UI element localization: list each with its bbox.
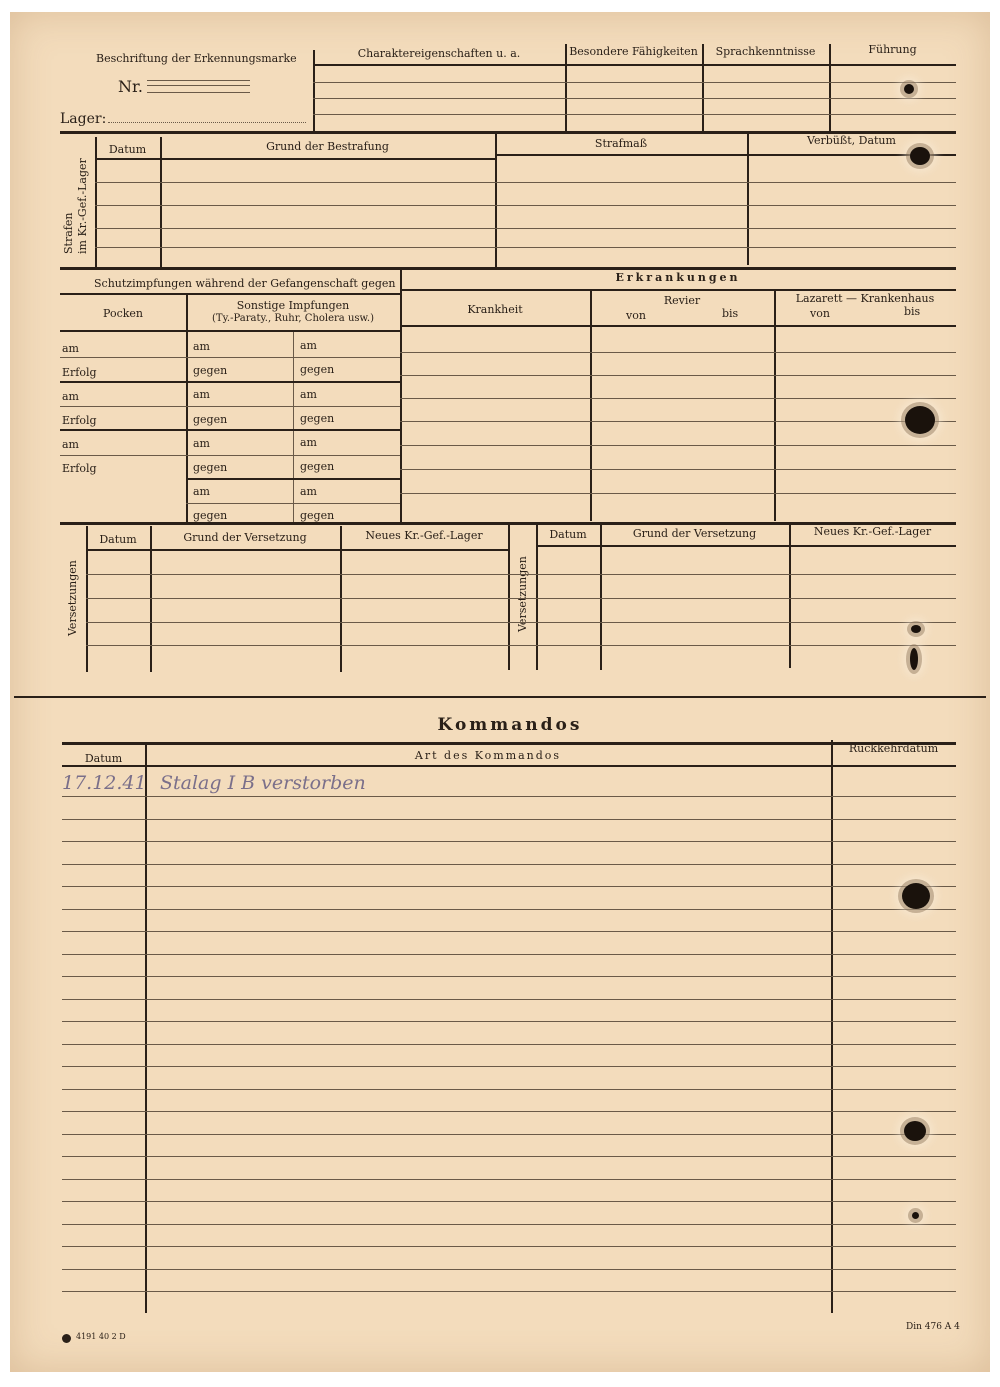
col-divider: [186, 293, 188, 524]
revier-bis: bis: [722, 307, 739, 320]
row-line: [400, 375, 956, 376]
vers-header-grund-left: Grund der Versetzung: [183, 531, 307, 544]
lazarett-von: von: [810, 307, 830, 320]
col-divider: [789, 522, 791, 668]
impf-right-label: am: [300, 485, 317, 498]
ruled-line: [62, 841, 956, 842]
col-divider: [340, 526, 342, 672]
row-line: [400, 421, 956, 422]
col-divider: [590, 289, 592, 521]
vers-header-datum-right: Datum: [549, 528, 587, 541]
ruled-line: [62, 954, 956, 955]
row-line: [400, 493, 956, 494]
revier-von: von: [626, 309, 646, 322]
header-faehigkeiten: Besondere Fähigkeiten: [569, 45, 698, 58]
ruled-line: [62, 1111, 956, 1112]
strafen-header-datum: Datum: [108, 143, 147, 156]
col-divider: [508, 524, 510, 670]
impf-right-label: am: [300, 339, 317, 352]
versetzungen-side-label-left: Versetzungen: [66, 560, 79, 636]
row-line: [95, 182, 956, 183]
col-divider: [150, 526, 152, 672]
kommandos-header-datum: Datum: [84, 752, 123, 765]
row-line: [95, 247, 956, 248]
punch-hole: [902, 883, 930, 909]
col-divider: [831, 740, 833, 1313]
impf-row-label: am: [62, 390, 79, 403]
impf-row-label: am: [62, 438, 79, 451]
col-divider: [95, 137, 97, 269]
punch-hole: [904, 84, 914, 94]
nr-label: Nr.: [118, 77, 143, 96]
ruled-line: [62, 1291, 956, 1292]
tag-label: Beschriftung der Erkennungsmarke: [96, 52, 297, 65]
impf-row-label: Erfolg: [62, 366, 97, 379]
ruled-line: [62, 864, 956, 865]
impf-mid-label: gegen: [193, 413, 228, 426]
row-line: [186, 503, 400, 504]
top-divider: [313, 50, 315, 132]
vers-header-lager-left: Neues Kr.-Gef.-Lager: [365, 529, 483, 542]
header-rule: [60, 293, 400, 295]
row-line: [60, 357, 400, 358]
strafen-side-label: Strafen: [62, 212, 75, 254]
printer-mark-icon: [62, 1334, 71, 1343]
vers-header-grund-right: Grund der Versetzung: [632, 527, 757, 540]
entry-text-handwritten: Stalag I B verstorben: [160, 772, 366, 794]
header-sprachen: Sprachkenntnisse: [715, 45, 816, 58]
row-line: [95, 228, 956, 229]
row-line: [313, 82, 956, 83]
header-revier: Revier: [663, 294, 701, 307]
lager-label: Lager:: [60, 111, 107, 127]
impf-mid-label: am: [193, 437, 210, 450]
strafen-header-strafmass: Strafmaß: [594, 137, 648, 150]
header-krankheit: Krankheit: [467, 303, 523, 316]
header-charakter: Charaktereigenschaften u. a.: [357, 47, 521, 60]
header-lazarett: Lazarett — Krankenhaus: [795, 292, 935, 305]
vers-header-lager-right: Neues Kr.-Gef.-Lager: [813, 525, 932, 538]
impfungen-title: Schutzimpfungen während der Gefangenschaft gegen: [94, 277, 396, 290]
footer-left-code: 4191 40 2 D: [76, 1332, 126, 1341]
punch-hole: [905, 406, 935, 434]
row-line: [400, 445, 956, 446]
footer-right-code: Din 476 A 4: [906, 1322, 960, 1332]
punch-hole: [910, 648, 918, 670]
header-fuehrung: Führung: [868, 43, 917, 56]
punch-hole: [911, 625, 921, 633]
impf-mid-label: gegen: [193, 461, 228, 474]
ruled-line: [62, 796, 956, 797]
col-divider: [774, 289, 776, 521]
impf-mid-label: am: [193, 485, 210, 498]
row-line: [86, 598, 956, 599]
ruled-line: [62, 819, 956, 820]
ruled-line: [62, 1044, 956, 1045]
ruled-line: [62, 931, 956, 932]
header-rule: [495, 154, 956, 156]
ruled-line: [62, 1269, 956, 1270]
strafen-side-label-2: im Kr.-Gef.-Lager: [76, 158, 89, 254]
header-rule: [62, 765, 956, 767]
top-header-rule: [313, 64, 956, 66]
impf-mid-label: am: [193, 388, 210, 401]
kommandos-header-art: Art des Kommandos: [414, 749, 562, 762]
row-line: [86, 622, 956, 623]
ruled-line: [62, 1201, 956, 1202]
versetzungen-side-label-right: Versetzungen: [516, 556, 529, 632]
ruled-line: [62, 1224, 956, 1225]
header-rule: [86, 549, 508, 551]
ruled-line: [62, 1246, 956, 1247]
col-divider: [747, 132, 749, 265]
ruled-line: [62, 1179, 956, 1180]
header-rule: [400, 289, 956, 291]
impf-right-label: gegen: [300, 509, 335, 522]
impf-right-label: gegen: [300, 460, 335, 473]
row-line: [313, 98, 956, 99]
ruled-line: [62, 909, 956, 910]
row-line: [60, 406, 400, 407]
col-divider: [145, 743, 147, 1313]
impf-mid-label: gegen: [193, 364, 228, 377]
punch-hole: [912, 1212, 919, 1219]
ruled-line: [62, 1066, 956, 1067]
col-divider: [293, 330, 294, 524]
impf-right-label: gegen: [300, 412, 335, 425]
impf-row-label: am: [62, 342, 79, 355]
strafen-header-verbuesst: Verbüßt, Datum: [807, 134, 896, 147]
impf-mid-label: am: [193, 340, 210, 353]
row-line: [60, 429, 400, 431]
ruled-line: [62, 1134, 956, 1135]
row-line: [60, 455, 400, 456]
nr-field[interactable]: [147, 80, 250, 93]
row-line: [86, 645, 956, 646]
col-divider: [829, 44, 831, 132]
strafen-header-grund: Grund der Bestrafung: [266, 140, 389, 153]
row-line: [95, 205, 956, 206]
ruled-line: [62, 1021, 956, 1022]
row-line: [400, 398, 956, 399]
lager-field[interactable]: [108, 122, 306, 123]
header-sonstige: Sonstige Impfungen: [236, 299, 350, 312]
header-rule: [60, 330, 400, 332]
section-rule: [60, 267, 956, 270]
impf-row-label: Erfolg: [62, 462, 97, 475]
kommandos-title: Kommandos: [437, 715, 583, 735]
impf-mid-label: gegen: [193, 509, 228, 522]
row-line: [86, 574, 956, 575]
lazarett-bis: bis: [904, 305, 921, 318]
ruled-line: [62, 976, 956, 977]
vers-header-datum-left: Datum: [99, 533, 137, 546]
form-sheet: [10, 12, 990, 1372]
erkrankungen-title: Erkrankungen: [615, 271, 741, 284]
ruled-line: [62, 1156, 956, 1157]
nr-field-line: [147, 85, 250, 86]
ruled-line: [62, 1089, 956, 1090]
impf-right-label: am: [300, 388, 317, 401]
row-line: [313, 114, 956, 115]
ruled-line: [62, 999, 956, 1000]
header-rule: [95, 158, 495, 160]
entry-date-handwritten: 17.12.41: [62, 772, 147, 794]
header-rule: [400, 325, 956, 327]
row-line: [60, 381, 400, 383]
header-sonstige-sub: (Ty.-Paraty., Ruhr, Cholera usw.): [212, 313, 374, 324]
header-rule: [536, 545, 956, 547]
kommandos-header-rueckkehr: Rückkehrdatum: [848, 742, 939, 755]
ruled-line: [62, 886, 956, 887]
impf-right-label: am: [300, 436, 317, 449]
section-rule: [62, 742, 956, 745]
row-line: [186, 478, 400, 480]
header-pocken: Pocken: [103, 307, 143, 320]
fold-line: [14, 696, 986, 698]
punch-hole: [904, 1121, 926, 1141]
col-divider: [160, 137, 162, 269]
impf-right-label: gegen: [300, 363, 335, 376]
row-line: [400, 352, 956, 353]
impf-row-label: Erfolg: [62, 414, 97, 427]
col-divider: [86, 526, 88, 672]
punch-hole: [910, 147, 930, 165]
row-line: [400, 469, 956, 470]
